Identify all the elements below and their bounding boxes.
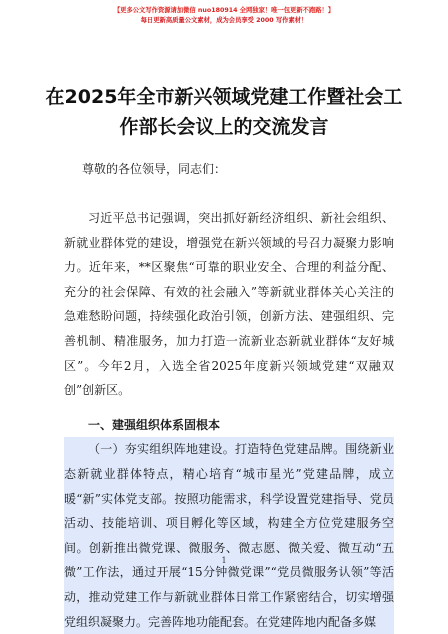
promo-banner-line-2: 每日更新高质量公文素材，成为会员享受 2000 写作素材！ bbox=[140, 17, 308, 24]
paragraph-section-1-1: （一）夯实组织阵地建设。打造特色党建品牌。围绕新业态新就业群体特点，精心培育“城市星光”党建品牌，成立暖“新”实体党支部。按照功能需求，科学设置党建指导、党员活动、技能培训、项目孵化等区域，构建全方位党建服务空间。创新推出微党课、微服务、微志愿、微关爱、微互动“五微”工作法，通过开展“15分钟微党课”“党员微服务认领”等活动，推动党建工作与新就业群体日常工作紧密结合，切实增强党组织凝聚力。完善阵地功能配套。在党建阵地内配备多媒 bbox=[64, 437, 394, 634]
document-body bbox=[64, 206, 394, 634]
promo-banner-line-1: 【更多公文写作资源请加微信 nuo180914 全网独家！唯一包更新不跑路！】 bbox=[113, 7, 335, 14]
salutation: 尊敬的各位领导，同志们： bbox=[82, 162, 227, 176]
paragraph-intro: 习近平总书记强调，突出抓好新经济组织、新社会组织、新就业群体党的建设，增强党在新兴领域的号召力凝聚力影响力。近年来，**区聚焦“可靠的职业安全、合理的利益分配、充分的社会保障、有效的社会融入”等新就业群体关心关注的急难愁盼问题，持续强化政治引领，创新方法、建强组织、完善机制、精准服务，加力打造一流新业态新就业群体“友好城区”。今年2月，入选全省2025年度新兴领域党建“双融双创”创新区。 bbox=[64, 211, 394, 398]
page-number: 1 bbox=[221, 556, 227, 565]
section-heading-1: 一、建强组织体系固根本 bbox=[88, 417, 221, 432]
document-title: 在2025年全市新兴领域党建工作暨社会工作部长会议上的交流发言 bbox=[45, 86, 403, 138]
promo-banner bbox=[0, 6, 448, 26]
